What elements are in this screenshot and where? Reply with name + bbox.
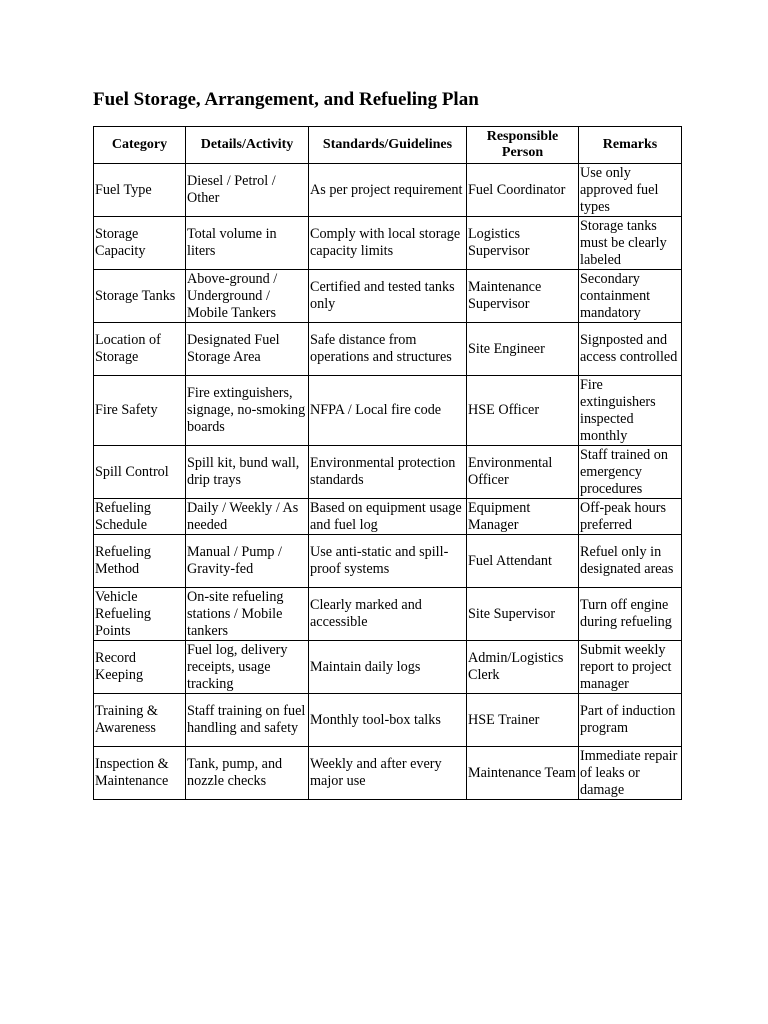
cell-remarks: Fire extinguishers inspected monthly [579, 376, 682, 446]
cell-responsible: Maintenance Team [467, 747, 579, 800]
table-row [94, 446, 682, 499]
table-row [94, 641, 682, 694]
cell-category: Training & Awareness [94, 694, 186, 747]
cell-remarks: Staff trained on emergency procedures [579, 446, 682, 499]
table-row [94, 164, 682, 217]
cell-details: Designated Fuel Storage Area [186, 323, 309, 376]
cell-standards: Use anti-static and spill-proof systems [309, 535, 467, 588]
table-row [94, 747, 682, 800]
cell-responsible: Fuel Attendant [467, 535, 579, 588]
cell-details: Total volume in liters [186, 217, 309, 270]
cell-category: Refueling Method [94, 535, 186, 588]
cell-remarks: Storage tanks must be clearly labeled [579, 217, 682, 270]
cell-details: Spill kit, bund wall, drip trays [186, 446, 309, 499]
cell-remarks: Use only approved fuel types [579, 164, 682, 217]
cell-remarks: Refuel only in designated areas [579, 535, 682, 588]
table-header-row [94, 127, 682, 164]
cell-details: Fuel log, delivery receipts, usage tracking [186, 641, 309, 694]
cell-remarks: Signposted and access controlled [579, 323, 682, 376]
table-body [94, 164, 682, 800]
cell-remarks: Submit weekly report to project manager [579, 641, 682, 694]
cell-responsible: Equipment Manager [467, 499, 579, 535]
cell-standards: NFPA / Local fire code [309, 376, 467, 446]
cell-remarks: Turn off engine during refueling [579, 588, 682, 641]
cell-category: Fuel Type [94, 164, 186, 217]
cell-standards: Environmental protection standards [309, 446, 467, 499]
cell-responsible: Site Engineer [467, 323, 579, 376]
cell-details: Tank, pump, and nozzle checks [186, 747, 309, 800]
cell-standards: Certified and tested tanks only [309, 270, 467, 323]
cell-standards: Clearly marked and accessible [309, 588, 467, 641]
cell-category: Storage Tanks [94, 270, 186, 323]
header-remarks: Remarks [579, 127, 682, 164]
table-row [94, 588, 682, 641]
cell-responsible: HSE Trainer [467, 694, 579, 747]
table-row [94, 323, 682, 376]
header-category: Category [94, 127, 186, 164]
table-row [94, 376, 682, 446]
cell-standards: Based on equipment usage and fuel log [309, 499, 467, 535]
cell-category: Fire Safety [94, 376, 186, 446]
cell-responsible: Fuel Coordinator [467, 164, 579, 217]
cell-remarks: Immediate repair of leaks or damage [579, 747, 682, 800]
cell-remarks: Secondary containment mandatory [579, 270, 682, 323]
cell-details: On-site refueling stations / Mobile tankers [186, 588, 309, 641]
cell-standards: Comply with local storage capacity limits [309, 217, 467, 270]
table-row [94, 499, 682, 535]
header-details-activity: Details/Activity [186, 127, 309, 164]
cell-responsible: Admin/Logistics Clerk [467, 641, 579, 694]
document-title: Fuel Storage, Arrangement, and Refueling Plan [93, 89, 479, 110]
header-standards-guidelines: Standards/Guidelines [309, 127, 467, 164]
table-row [94, 217, 682, 270]
fuel-plan-table [93, 126, 682, 800]
table-row [94, 694, 682, 747]
cell-details: Above-ground / Underground / Mobile Tankers [186, 270, 309, 323]
cell-responsible: Site Supervisor [467, 588, 579, 641]
cell-category: Vehicle Refueling Points [94, 588, 186, 641]
cell-category: Record Keeping [94, 641, 186, 694]
cell-responsible: Logistics Supervisor [467, 217, 579, 270]
cell-remarks: Part of induction program [579, 694, 682, 747]
cell-standards: Monthly tool-box talks [309, 694, 467, 747]
header-responsible-person: Responsible Person [467, 127, 579, 164]
cell-details: Diesel / Petrol / Other [186, 164, 309, 217]
cell-standards: As per project requirement [309, 164, 467, 217]
cell-category: Refueling Schedule [94, 499, 186, 535]
cell-standards: Weekly and after every major use [309, 747, 467, 800]
cell-remarks: Off-peak hours preferred [579, 499, 682, 535]
cell-details: Staff training on fuel handling and safety [186, 694, 309, 747]
cell-details: Daily / Weekly / As needed [186, 499, 309, 535]
cell-standards: Maintain daily logs [309, 641, 467, 694]
cell-category: Location of Storage [94, 323, 186, 376]
cell-category: Storage Capacity [94, 217, 186, 270]
cell-responsible: Maintenance Supervisor [467, 270, 579, 323]
cell-details: Manual / Pump / Gravity-fed [186, 535, 309, 588]
table-row [94, 270, 682, 323]
cell-standards: Safe distance from operations and structures [309, 323, 467, 376]
cell-responsible: HSE Officer [467, 376, 579, 446]
table-row [94, 535, 682, 588]
cell-responsible: Environmental Officer [467, 446, 579, 499]
cell-details: Fire extinguishers, signage, no-smoking boards [186, 376, 309, 446]
cell-category: Spill Control [94, 446, 186, 499]
cell-category: Inspection & Maintenance [94, 747, 186, 800]
